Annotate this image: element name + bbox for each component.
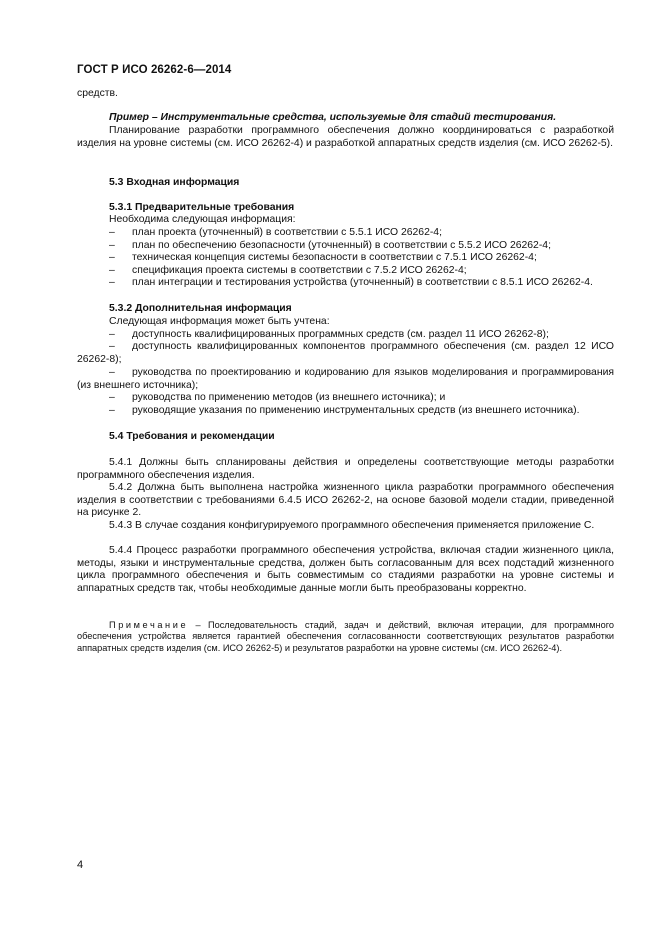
list-item: – план проекта (уточненный) в соответствии с 5.5.1 ИСО 26262-4; — [109, 227, 442, 238]
continuation-text: средств. — [77, 88, 118, 99]
list-dash: – — [109, 392, 115, 403]
list-item: – руководящие указания по применению инструментальных средств (из внешнего источника). — [109, 405, 580, 416]
section-5-3-2-lead: Следующая информация может быть учтена: — [109, 316, 330, 327]
section-5-3-2-heading: 5.3.2 Дополнительная информация — [109, 303, 292, 314]
list-item: – руководства по проектированию и кодированию для языков моделирования и программирования (из внешнего источника); — [77, 367, 614, 391]
note-paragraph — [77, 620, 614, 654]
list-item: – доступность квалифицированных программных средств (см. раздел 11 ИСО 26262-8); — [109, 329, 549, 340]
list-dash: – — [109, 265, 115, 276]
list-dash: – — [109, 277, 115, 288]
list-dash: – — [109, 367, 115, 378]
example-line — [77, 112, 614, 125]
list-item: – техническая концепция системы безопасности в соответствии с 7.5.1 ИСО 26262-4; — [109, 252, 537, 263]
list-item: – план интеграции и тестирования устройства (уточненный) в соответствии с 8.5.1 ИСО 26262-4. — [109, 277, 593, 288]
list-item: – руководства по применению методов (из внешнего источника); и — [109, 392, 446, 403]
list-dash: – — [109, 240, 115, 251]
list-dash: – — [109, 227, 115, 238]
list-dash: – — [109, 341, 115, 352]
planning-paragraph: Планирование разработки программного обеспечения должно координироваться с разработкой изделия на уровне системы (см. ИСО 26262-4) и разработкой аппаратных средств изделия (см. ИСО 26262-5). — [77, 125, 614, 149]
page-number: 4 — [77, 859, 84, 871]
standard-header: ГОСТ Р ИСО 26262-6—2014 — [77, 64, 232, 76]
note-label: Примечание — [109, 620, 189, 630]
clause-5-4-1: 5.4.1 Должны быть спланированы действия и определены соответствующие методы разработки программного обеспечения изделия. — [77, 457, 614, 481]
clause-5-4-2: 5.4.2 Должна быть выполнена настройка жизненного цикла разработки программного обеспечения изделия в соответствии с требованиями 6.4.5 ИСО 26262-2, на основе базовой модели стадии, приведенной на рисунке 2. — [77, 482, 614, 519]
list-item: – спецификация проекта системы в соответствии с 7.5.2 ИСО 26262-4; — [109, 265, 467, 276]
list-item: – план по обеспечению безопасности (уточненный) в соответствии с 5.5.2 ИСО 26262-4; — [109, 240, 551, 251]
section-5-3-heading: 5.3 Входная информация — [109, 177, 240, 188]
list-item: – доступность квалифицированных компонентов программного обеспечения (см. раздел 12 ИСО 26262-8); — [77, 341, 614, 365]
clause-5-4-4: 5.4.4 Процесс разработки программного обеспечения устройства, включая стадии жизненного цикла, методы, языки и инструментальные средства, должен быть согласованным для всех подстадий жизненного цикла программного обеспечения и быть совместимым со стадиями разработки на уровне системы и аппаратных средств так, чтобы необходимые данные могли быть преобразованы корректно. — [77, 545, 614, 594]
section-5-4-heading: 5.4 Требования и рекомендации — [109, 431, 275, 442]
clause-5-4-3: 5.4.3 В случае создания конфигурируемого программного обеспечения применяется приложение С. — [109, 520, 595, 531]
section-5-3-1-heading: 5.3.1 Предварительные требования — [109, 202, 295, 213]
example-text: Инструментальные средства, используемые для стадий тестирования. — [160, 112, 557, 123]
note-text: – Последовательность стадий, задач и действий, включая итерации, для программного обеспечения устройства является гарантией обеспечения согласованности соответствующих результатов разработки аппаратных средств изделия (см. ИСО 26262-5) и результатов разработки на уровне системы (см. ИСО 26262-4). — [77, 620, 614, 653]
section-5-3-1-lead: Необходима следующая информация: — [109, 214, 296, 225]
list-dash: – — [109, 329, 115, 340]
list-dash: – — [109, 405, 115, 416]
example-label: Пример – — [109, 112, 158, 123]
list-dash: – — [109, 252, 115, 263]
